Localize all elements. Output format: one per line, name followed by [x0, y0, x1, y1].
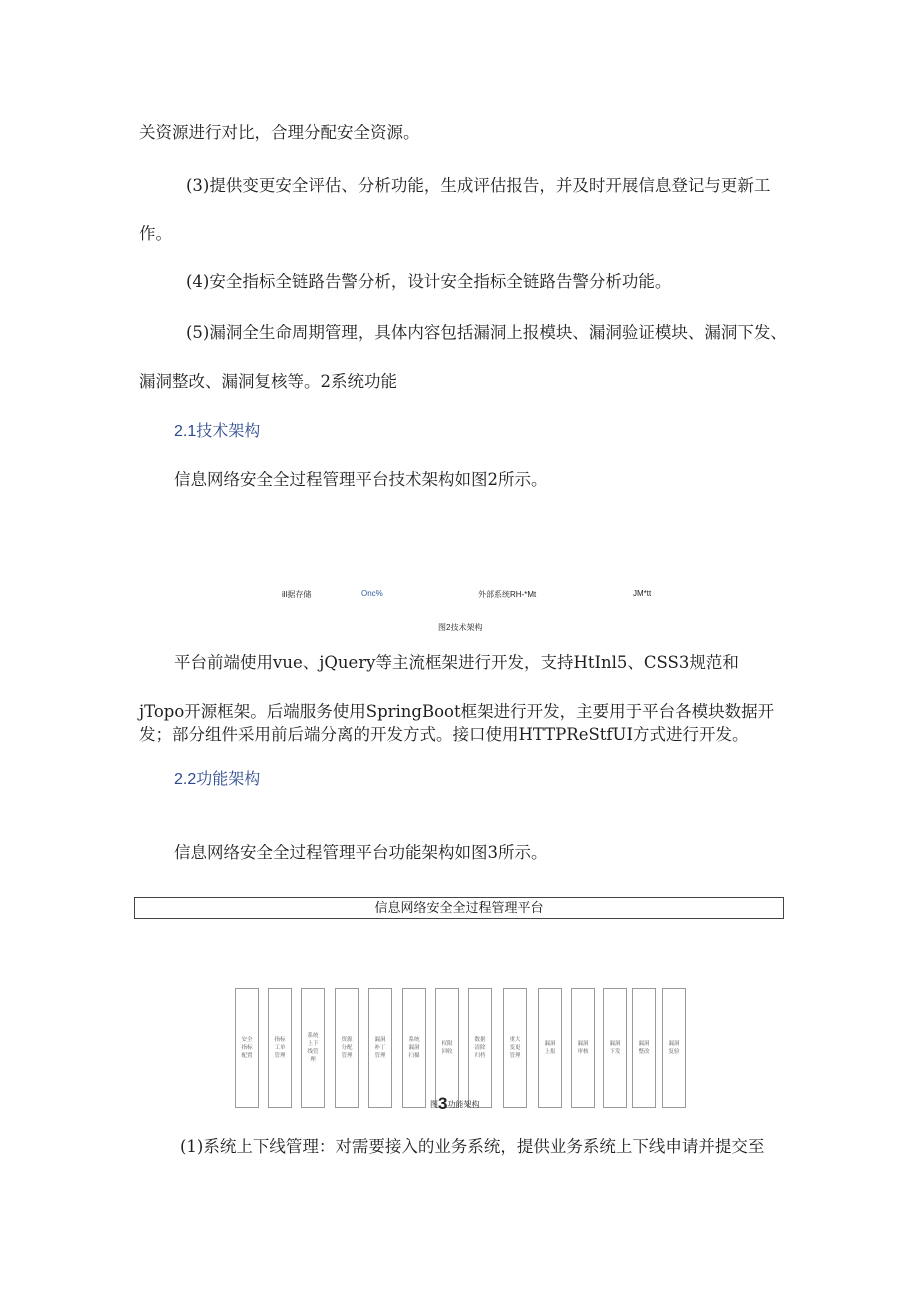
section-heading-2-1: 2.1技术架构	[174, 423, 261, 440]
paragraph-line: 平台前端使用vue、jQuery等主流框架进行开发，支持HtInl5、CSS3规范和	[174, 653, 739, 672]
module-label: 漏洞整改	[638, 1041, 650, 1055]
figure-2-label: ill据存储	[282, 590, 312, 599]
section-intro: 信息网络安全全过程管理平台技术架构如图2所示。	[174, 470, 548, 489]
module-box	[435, 988, 459, 1108]
paragraph-line: 作。	[139, 224, 172, 243]
module-label: 安全指标配置	[241, 1037, 253, 1059]
figure-3-caption-suffix: 功能架构	[447, 1100, 480, 1109]
figure-2-label: JM*tt	[633, 589, 652, 598]
figure-2-label: 外部系统RH-*Mt	[478, 590, 537, 599]
module-label: 漏洞复验	[668, 1041, 680, 1055]
module-label: 数据清除归档	[474, 1037, 486, 1059]
module-box	[235, 988, 259, 1108]
paragraph-line: 漏洞整改、漏洞复核等。2系统功能	[139, 372, 397, 391]
module-label: 系统上下线管理	[307, 1033, 319, 1063]
platform-title-box: 信息网络安全全过程管理平台	[134, 897, 784, 919]
section-intro: 信息网络安全全过程管理平台功能架构如图3所示。	[174, 843, 548, 862]
module-box	[468, 988, 492, 1108]
paragraph-line: 发；部分组件采用前后端分离的开发方式。接口使用HTTPReStfUI方式进行开发。	[139, 725, 749, 744]
module-label: 系统漏洞扫描	[408, 1037, 420, 1059]
module-box	[603, 988, 627, 1108]
module-box	[268, 988, 292, 1108]
module-box	[368, 988, 392, 1108]
paragraph-line: (3)提供变更安全评估、分析功能，生成评估报告，并及时开展信息登记与更新工	[186, 176, 771, 195]
paragraph-line: 关资源进行对比，合理分配安全资源。	[139, 123, 420, 142]
module-box	[335, 988, 359, 1108]
module-label: 漏洞补丁管理	[374, 1037, 386, 1059]
module-label: 漏洞下发	[609, 1041, 621, 1055]
module-label: 资源分配管理	[341, 1037, 353, 1059]
figure-3-caption	[430, 1094, 479, 1114]
figure-2-caption: 图2技术架构	[438, 623, 483, 632]
module-label: 指标工单管理	[274, 1037, 286, 1059]
module-label: 漏洞审核	[577, 1041, 589, 1055]
figure-3-caption-number: 3	[438, 1094, 448, 1113]
module-box	[503, 988, 527, 1108]
module-label: 权限回收	[441, 1041, 453, 1055]
module-label: 重大变更管理	[509, 1037, 521, 1059]
module-box	[538, 988, 562, 1108]
module-box	[301, 988, 325, 1108]
figure-2-label: Onc%	[361, 589, 383, 598]
module-box	[632, 988, 656, 1108]
section-heading-2-2: 2.2功能架构	[174, 771, 261, 788]
module-box	[662, 988, 686, 1108]
module-row	[235, 988, 687, 1109]
paragraph-line: (5)漏洞全生命周期管理，具体内容包括漏洞上报模块、漏洞验证模块、漏洞下发、	[186, 323, 787, 342]
paragraph-line: jTopo开源框架。后端服务使用SpringBoot框架进行开发，主要用于平台各模块数据开	[139, 702, 775, 721]
paragraph-line: (4)安全指标全链路告警分析，设计安全指标全链路告警分析功能。	[186, 272, 672, 291]
module-box	[402, 988, 426, 1108]
module-box	[571, 988, 595, 1108]
paragraph-line: (1)系统上下线管理：对需要接入的业务系统，提供业务系统上下线申请并提交至	[180, 1137, 765, 1156]
figure-3-caption-prefix: 图	[430, 1100, 438, 1109]
module-label: 漏洞上报	[544, 1041, 556, 1055]
